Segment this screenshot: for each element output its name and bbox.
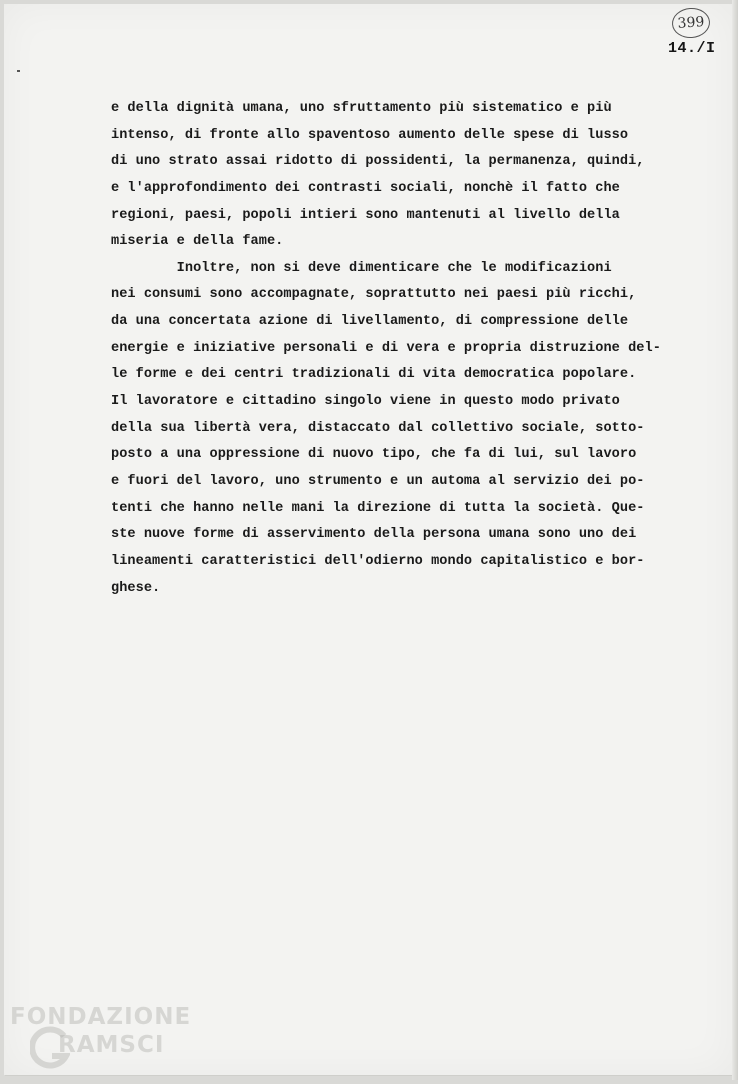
page-reference: 14./I — [668, 40, 716, 57]
text-line: di uno strato assai ridotto di possidenti, la permanenza, quindi, — [111, 154, 645, 170]
text-line: ghese. — [111, 580, 161, 596]
text-line: della sua libertà vera, distaccato dal collettivo sociale, sotto- — [111, 420, 645, 436]
foundation-watermark — [10, 1004, 210, 1084]
text-line: ste nuove forme di asservimento della persona umana sono uno dei — [111, 527, 637, 543]
text-line: Il lavoratore e cittadino singolo viene in questo modo privato — [111, 394, 620, 410]
page-edge-shadow — [732, 0, 738, 1080]
text-line: e l'approfondimento dei contrasti sociali, nonchè il fatto che — [111, 180, 620, 196]
watermark-line2: RAMSCI — [58, 1032, 165, 1058]
stray-ink-mark — [17, 70, 20, 72]
text-line: nei consumi sono accompagnate, soprattutto nei paesi più ricchi, — [111, 287, 637, 303]
text-line: Inoltre, non si deve dimenticare che le modificazioni — [111, 260, 612, 276]
text-line: posto a una oppressione di nuovo tipo, che fa di lui, sul lavoro — [111, 447, 637, 463]
document-page — [4, 4, 732, 1075]
text-line: da una concertata azione di livellamento, di compressione delle — [111, 314, 629, 330]
text-line: tenti che hanno nelle mani la direzione di tutta la società. Que- — [111, 500, 645, 516]
text-line: e fuori del lavoro, uno strumento e un automa al servizio dei po- — [111, 473, 645, 489]
text-line: le forme e dei centri tradizionali di vita democratica popolare. — [111, 367, 637, 383]
text-line: miseria e della fame. — [111, 234, 284, 250]
text-line: intenso, di fronte allo spaventoso aumento delle spese di lusso — [111, 127, 629, 143]
text-line: lineamenti caratteristici dell'odierno mondo capitalistico e bor- — [111, 553, 645, 569]
text-line: energie e iniziative personali e di vera e propria distruzione del- — [111, 340, 661, 356]
archive-number-stamp: 399 — [671, 7, 711, 40]
text-line: e della dignità umana, uno sfruttamento più sistematico e più — [111, 101, 612, 116]
watermark-line1: FONDAZIONE — [10, 1004, 192, 1030]
typewritten-body — [111, 96, 711, 602]
text-line: regioni, paesi, popoli intieri sono mantenuti al livello della — [111, 207, 620, 223]
